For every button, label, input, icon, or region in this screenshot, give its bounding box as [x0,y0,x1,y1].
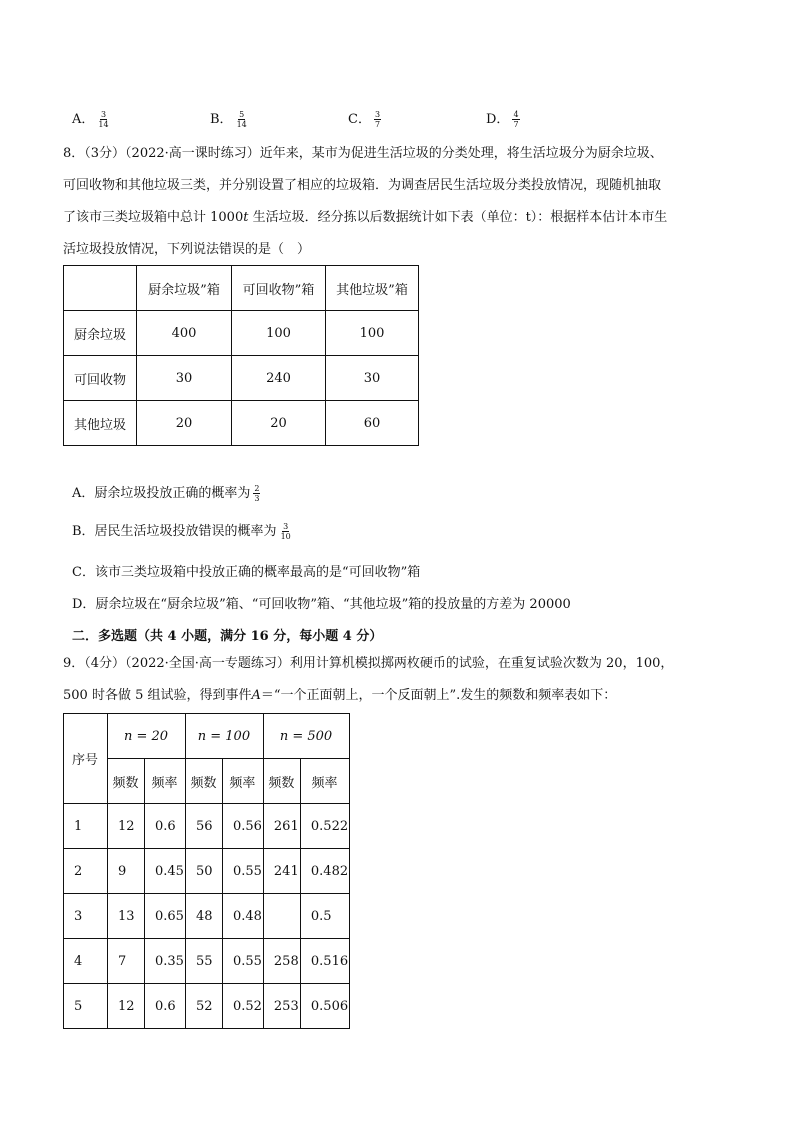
table-cell: 0.506 [300,984,349,1029]
table-cell: 0.6 [145,804,186,849]
table-cell: 100 [326,311,419,356]
table-row [64,894,350,939]
table-cell: 0.55 [222,939,263,984]
table-cell: 0.482 [300,849,349,894]
table-cell: 2 [64,849,108,894]
table-group-header: n = 100 [185,714,263,759]
table-cell: 5 [64,984,108,1029]
table-cell: 0.52 [222,984,263,1029]
q9-stem-line-2: 500 时各做 5 组试验，得到事件A＝“一个正面朝上，一个反面朝上”.发生的频数和频率表如下： [63,688,617,703]
q7-option-b [210,108,248,129]
q7-option-d-fraction: $\frac{4}{7}$ [513,110,519,129]
table-row [64,804,350,849]
q8-option-a-fraction: $\frac{2}{3}$ [254,484,260,503]
table-cell: 261 [263,804,300,849]
table-subheader: 频数 [108,759,145,804]
table-cell: 55 [185,939,222,984]
table-cell: 241 [263,849,300,894]
table-subheader: 频率 [222,759,263,804]
table-cell: 0.56 [222,804,263,849]
q7-option-c-fraction: $\frac{3}{7}$ [374,110,381,129]
table-group-header: n = 20 [108,714,186,759]
table-cell: 258 [263,939,300,984]
q7-option-c [348,108,381,129]
table-cell: 253 [263,984,300,1029]
q8-waste-table [63,265,419,446]
table-header-cell: 其他垃圾”箱 [326,266,419,311]
table-row [64,356,419,401]
table-cell: 56 [185,804,222,849]
q7-option-d [486,108,520,129]
table-header-cell: 可回收物”箱 [232,266,326,311]
table-cell: 20 [137,401,232,446]
table-cell: 0.48 [222,894,263,939]
table-header-row [64,266,419,311]
table-corner-cell: 序号 [64,714,108,804]
table-cell: 7 [108,939,145,984]
table-cell: 30 [137,356,232,401]
table-cell: 20 [232,401,326,446]
table-cell: 3 [64,894,108,939]
table-cell: 60 [326,401,419,446]
q7-option-d-letter: D． [486,112,510,127]
table-header-cell: 厨余垃圾”箱 [137,266,232,311]
q9-stem-line-1: 9．（4分）（2022·全国·高一专题练习）利用计算机模拟掷两枚硬币的试验，在重复试验次数为 20，100， [63,656,674,671]
q7-option-c-letter: C． [348,112,371,127]
q7-option-a [72,108,110,129]
q8-stem-line-4: 活垃圾投放情况，下列说法错误的是（ ） [63,242,311,257]
q7-option-b-letter: B． [210,112,233,127]
table-cell: 0.6 [145,984,186,1029]
table-subheader: 频率 [145,759,186,804]
table-cell: 52 [185,984,222,1029]
table-cell: 4 [64,939,108,984]
q8-option-c: C．该市三类垃圾箱中投放正确的概率最高的是“可回收物”箱 [72,565,421,580]
table-cell: 1 [64,804,108,849]
table-corner-cell [64,266,137,311]
q7-option-b-fraction: $\frac{5}{14}$ [236,110,247,129]
table-row-label: 厨余垃圾 [64,311,137,356]
table-row [64,984,350,1029]
table-group-header-row [64,714,350,759]
table-cell: 240 [232,356,326,401]
table-row [64,939,350,984]
q8-stem-line-3: 了该市三类垃圾箱中总计 1000t 生活垃圾．经分拣以后数据统计如下表（单位：t）：根据样本估计本市生 [63,210,668,225]
table-subheader: 频数 [263,759,300,804]
table-cell: 100 [232,311,326,356]
table-cell: 13 [108,894,145,939]
table-row [64,311,419,356]
table-group-header: n = 500 [263,714,349,759]
table-cell: 48 [185,894,222,939]
table-cell: 0.55 [222,849,263,894]
table-cell: 0.516 [300,939,349,984]
table-cell: 50 [185,849,222,894]
table-cell: 0.65 [145,894,186,939]
table-row [64,401,419,446]
table-subheader: 频数 [185,759,222,804]
table-subheader: 频率 [300,759,349,804]
table-cell: 0.5 [300,894,349,939]
table-cell: 400 [137,311,232,356]
q8-option-a: A．厨余垃圾投放正确的概率为 $\frac{2}{3}$ [72,484,260,503]
table-cell: 0.35 [145,939,186,984]
q8-option-b-fraction: $\frac{3}{10}$ [280,522,291,541]
table-cell: 30 [326,356,419,401]
table-cell: 0.522 [300,804,349,849]
q8-stem-line-1: 8．（3分）（2022·高一课时练习）近年来，某市为促进生活垃圾的分类处理，将生活垃圾分为厨余垃圾、 [63,146,663,161]
q7-option-a-fraction: $\frac{3}{14}$ [98,110,109,129]
table-cell: 12 [108,984,145,1029]
table-cell: 12 [108,804,145,849]
section-heading: 二．多选题（共 4 小题，满分 16 分，每小题 4 分） [72,629,383,644]
q8-stem-line-2: 可回收物和其他垃圾三类，并分别设置了相应的垃圾箱．为调查居民生活垃圾分类投放情况，现随机抽取 [63,178,662,193]
table-cell: 0.45 [145,849,186,894]
q9-frequency-table [63,713,350,1029]
table-row-label: 其他垃圾 [64,401,137,446]
table-row-label: 可回收物 [64,356,137,401]
table-cell [263,894,300,939]
q8-option-d: D．厨余垃圾在“厨余垃圾”箱、“可回收物”箱、“其他垃圾”箱的投放量的方差为 20000 [72,597,571,612]
table-cell: 9 [108,849,145,894]
q7-option-a-letter: A． [72,112,95,127]
q8-option-b: B．居民生活垃圾投放错误的概率为 $\frac{3}{10}$ [72,522,291,541]
table-row [64,849,350,894]
